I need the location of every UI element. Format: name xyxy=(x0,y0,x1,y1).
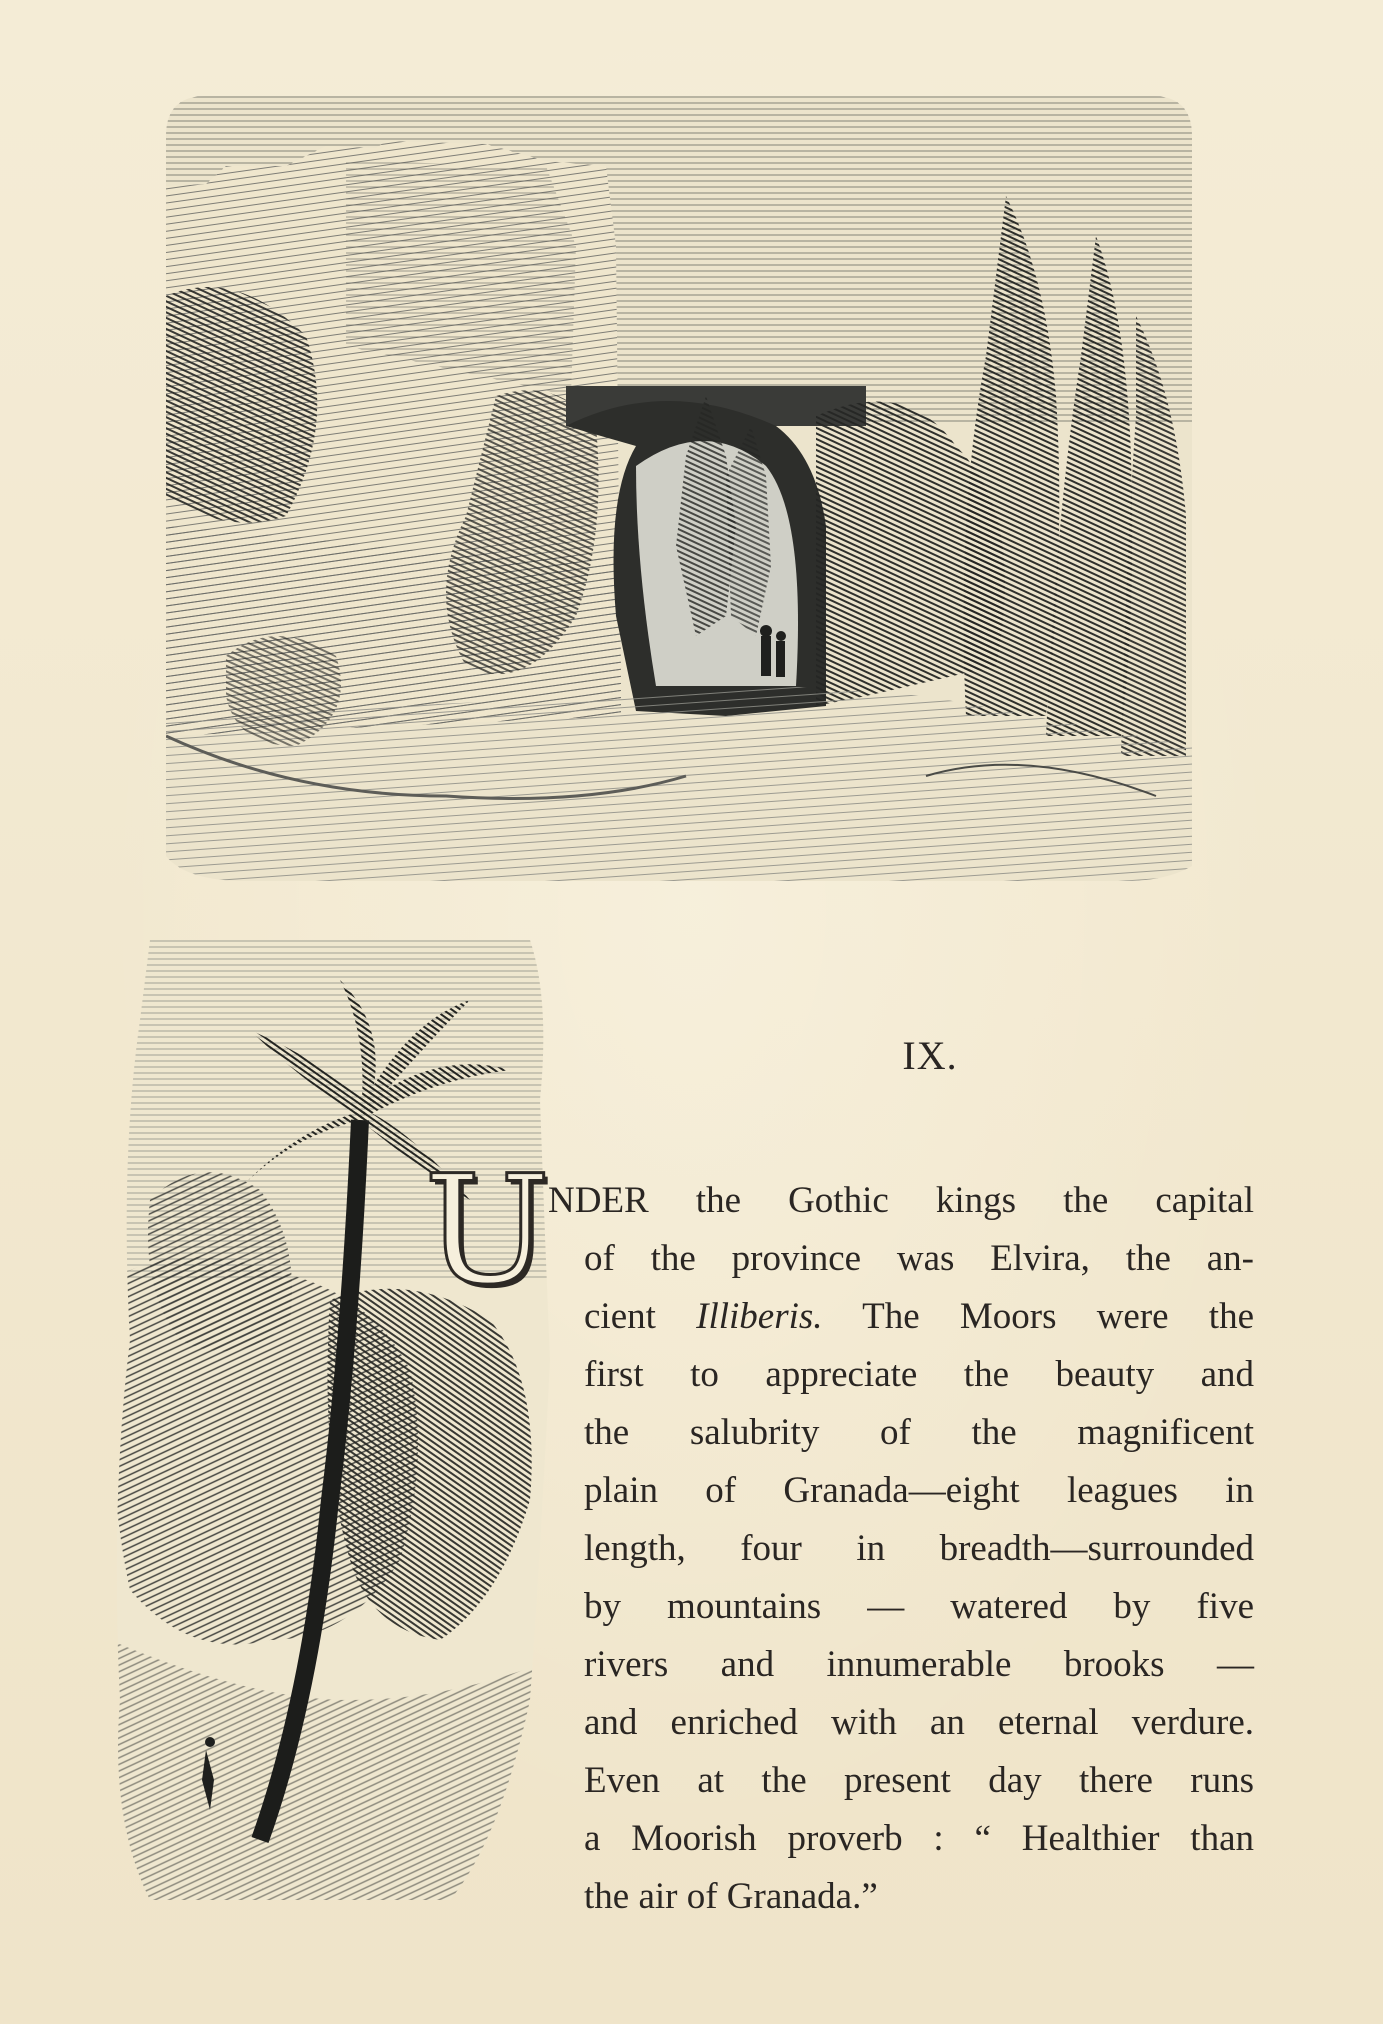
drop-cap-letter: U xyxy=(424,1144,551,1318)
paragraph-line-8: by mountains — watered by five xyxy=(584,1586,1254,1627)
paragraph-line-9: rivers and innumerable brooks — xyxy=(584,1644,1254,1685)
paragraph-line-10: and enriched with an eternal verdure. xyxy=(584,1702,1254,1743)
paragraph-line-2: of the province was Elvira, the an- xyxy=(584,1238,1254,1279)
paragraph-line-7: length, four in breadth—surrounded xyxy=(584,1528,1254,1569)
paragraph-line-11: Even at the present day there runs xyxy=(584,1760,1254,1801)
paragraph-line-1: NDER the Gothic kings the capital xyxy=(548,1180,1254,1221)
archway-illustration xyxy=(166,96,1192,896)
paragraph-line-4: first to appreciate the beauty and xyxy=(584,1354,1254,1395)
palm-illustration xyxy=(110,940,550,1900)
drop-cap xyxy=(424,1144,551,1324)
paragraph-line-3-suffix: The Moors were the xyxy=(822,1296,1255,1337)
paragraph-line-3-italic: Illiberis. xyxy=(696,1296,823,1337)
chapter-number: IX. xyxy=(902,1033,958,1078)
paragraph-line-3-prefix: cient xyxy=(584,1296,656,1337)
paragraph-line-3 xyxy=(584,1288,1254,1346)
palm-engraving xyxy=(110,940,550,1900)
archway-engraving xyxy=(166,96,1192,896)
paragraph-line-5: the salubrity of the magnificent xyxy=(584,1412,1254,1453)
paragraph-line-6: plain of Granada—eight leagues in xyxy=(584,1470,1254,1511)
paragraph-line-12: a Moorish proverb : “ Healthier than xyxy=(584,1818,1254,1859)
chapter-paragraph xyxy=(548,1172,1255,1926)
paragraph-line-13: the air of Granada.” xyxy=(584,1876,878,1917)
